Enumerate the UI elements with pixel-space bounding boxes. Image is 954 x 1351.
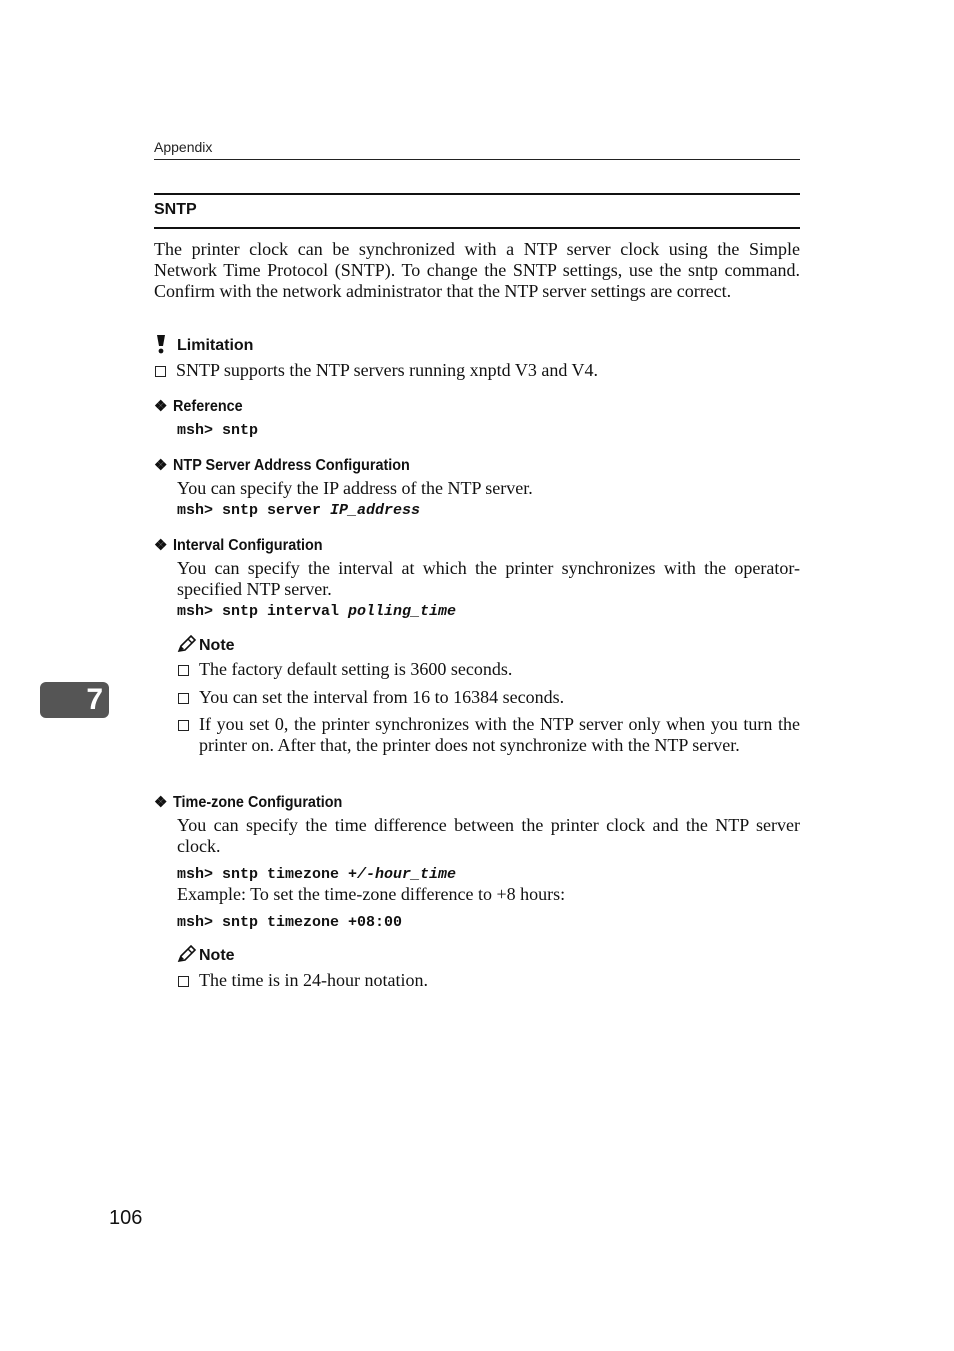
interval-note-heading: Note bbox=[199, 637, 235, 654]
intro-paragraph: The printer clock can be synchronized with a NTP server clock using the Simple Network Time Protocol (SNTP). To change the SNTP settings, use the sntp command. Confirm with the network administrator that the NTP server settings are correct. bbox=[154, 239, 800, 301]
interval-command: msh> sntp interval polling_time bbox=[177, 603, 457, 620]
pencil-icon bbox=[177, 945, 197, 963]
timezone-note-item: The time is in 24-hour notation. bbox=[199, 970, 428, 990]
pencil-icon bbox=[177, 635, 197, 653]
reference-command: msh> sntp bbox=[177, 422, 259, 439]
ntp-server-text: You can specify the IP address of the NTP server. bbox=[177, 478, 533, 498]
section-bottom-rule bbox=[154, 227, 800, 229]
checkbox-bullet-icon bbox=[178, 976, 189, 987]
timezone-example: Example: To set the time-zone difference to +8 hours: bbox=[177, 884, 566, 904]
page-number: 106 bbox=[109, 1207, 143, 1229]
diamond-bullet-icon: ❖ bbox=[154, 457, 168, 474]
limitation-heading: Limitation bbox=[177, 337, 254, 354]
diamond-bullet-icon: ❖ bbox=[154, 537, 168, 554]
timezone-heading: ❖ Time-zone Configuration bbox=[154, 794, 343, 811]
interval-heading: ❖ Interval Configuration bbox=[154, 537, 324, 554]
timezone-note-heading: Note bbox=[199, 947, 235, 964]
ntp-server-command: msh> sntp server IP_address bbox=[177, 502, 421, 519]
interval-note-item: You can set the interval from 16 to 16384 seconds. bbox=[199, 687, 565, 707]
diamond-bullet-icon: ❖ bbox=[154, 794, 168, 811]
checkbox-bullet-icon bbox=[178, 720, 189, 731]
ntp-server-heading: ❖ NTP Server Address Configuration bbox=[154, 457, 411, 474]
running-head: Appendix bbox=[154, 139, 213, 155]
timezone-command: msh> sntp timezone +/-hour_time bbox=[177, 866, 457, 883]
interval-note-item: The factory default setting is 3600 seconds. bbox=[199, 659, 513, 679]
limitation-item: SNTP supports the NTP servers running xnptd V3 and V4. bbox=[176, 360, 598, 380]
chapter-tab: 7 bbox=[40, 682, 109, 718]
timezone-example-command: msh> sntp timezone +08:00 bbox=[177, 914, 403, 931]
diamond-bullet-icon: ❖ bbox=[154, 398, 168, 415]
exclamation-icon bbox=[156, 334, 166, 354]
section-title: SNTP bbox=[154, 201, 197, 218]
header-rule bbox=[154, 159, 800, 160]
checkbox-bullet-icon bbox=[178, 693, 189, 704]
interval-text: You can specify the interval at which the printer synchronizes with the operator-specified NTP server. bbox=[177, 558, 800, 599]
section-top-rule bbox=[154, 193, 800, 195]
reference-heading: ❖ Reference bbox=[154, 398, 244, 415]
checkbox-bullet-icon bbox=[155, 366, 166, 377]
checkbox-bullet-icon bbox=[178, 665, 189, 676]
interval-note-item: If you set 0, the printer synchronizes with the NTP server only when you turn the printer on. After that, the printer does not synchronize with the NTP server. bbox=[199, 714, 800, 755]
timezone-text: You can specify the time difference between the printer clock and the NTP server clock. bbox=[177, 815, 800, 856]
